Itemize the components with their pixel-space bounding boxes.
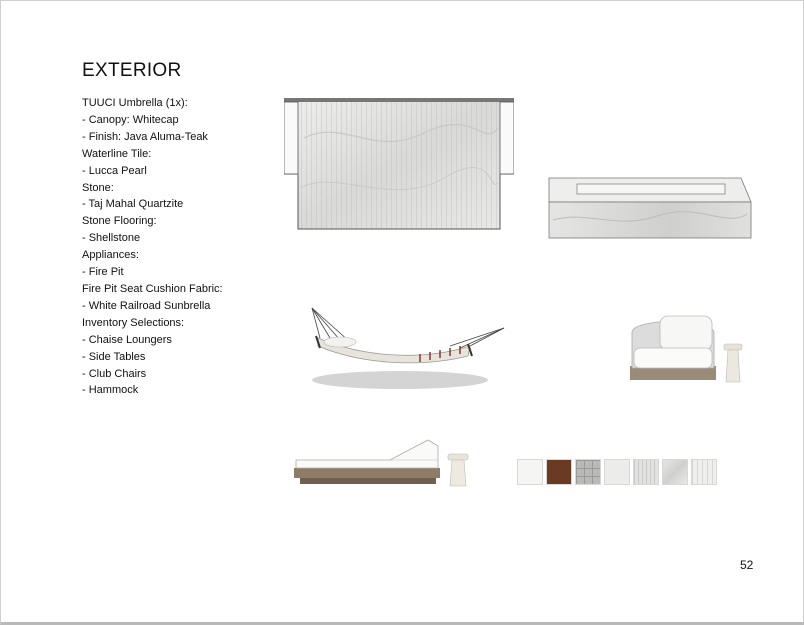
hammock-image (300, 300, 510, 400)
club-chair-image (624, 310, 752, 392)
chaise-lounger-image (290, 434, 476, 492)
pool-elevation-image (284, 98, 514, 232)
spec-line: - White Railroad Sunbrella (82, 299, 211, 312)
spec-line: TUUCI Umbrella (1x): (82, 97, 188, 109)
spec-line: Stone Flooring: (82, 215, 157, 228)
swatch-ribbed-white (633, 459, 659, 485)
spec-line: Fire Pit Seat Cushion Fabric: (82, 282, 223, 295)
fire-pit-image (527, 170, 767, 242)
page-number: 52 (740, 558, 754, 572)
spec-line: Waterline Tile: (82, 147, 152, 160)
spec-list (82, 95, 272, 399)
spec-line: - Finish: Java Aluma-Teak (82, 130, 208, 143)
swatch-grey-tile (575, 459, 601, 485)
material-swatches (517, 459, 717, 485)
spec-line: - Fire Pit (82, 266, 124, 279)
spec-line: Stone: (82, 181, 114, 194)
spec-line: - Side Tables (82, 350, 146, 363)
spec-line: - Taj Mahal Quartzite (82, 198, 184, 211)
spec-line: - Lucca Pearl (82, 164, 147, 177)
spec-line: - Hammock (82, 384, 139, 397)
swatch-lined-white (691, 459, 717, 485)
swatch-java-teak (546, 459, 572, 485)
swatch-white-stone (604, 459, 630, 485)
swatch-marble (662, 459, 688, 485)
spec-line: Inventory Selections: (82, 316, 185, 329)
page-title: EXTERIOR (82, 60, 182, 81)
spec-line: - Shellstone (82, 232, 141, 245)
spec-line: - Canopy: Whitecap (82, 113, 179, 126)
spec-line: - Chaise Loungers (82, 333, 172, 346)
spec-line: - Club Chairs (82, 367, 147, 380)
swatch-white-fabric (517, 459, 543, 485)
spec-line: Appliances: (82, 249, 139, 262)
